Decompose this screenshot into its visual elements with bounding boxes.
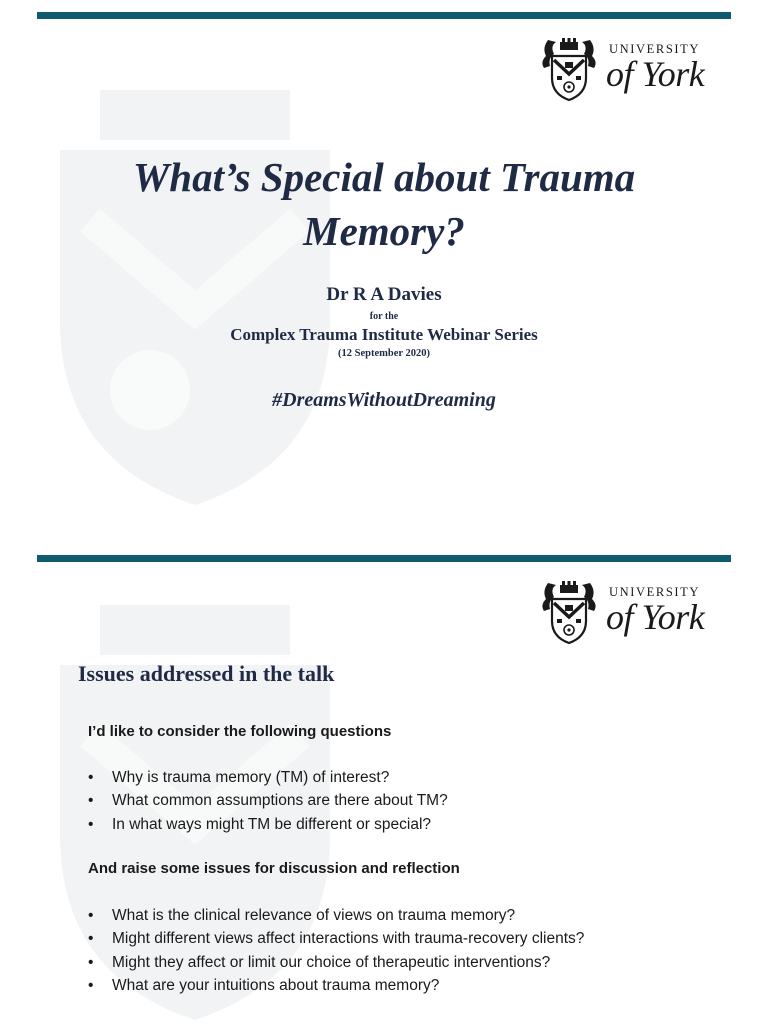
author-name: Dr R A Davies (326, 284, 442, 305)
bullet-icon: • (88, 976, 94, 994)
slide-top-bar (37, 555, 731, 562)
bullet-icon: • (88, 953, 94, 971)
bullet-icon: • (88, 815, 94, 833)
list-item (88, 789, 448, 812)
issues-subheading: And raise some issues for discussion and reflection (88, 860, 460, 877)
logo-university-text: UNIVERSITY (609, 42, 700, 56)
logo-york-text: of York (606, 54, 705, 94)
bullet-icon: • (88, 792, 94, 810)
list-item-text: Might different views affect interactions with trauma-recovery clients? (112, 930, 585, 948)
presentation-title (40, 150, 728, 258)
presentation-date: (12 September 2020) (338, 348, 430, 359)
title-line-1: What’s Special about Trauma (132, 154, 636, 200)
for-the-text: for the (369, 311, 399, 322)
list-item-text: What are your intuitions about trauma memory? (112, 976, 440, 994)
slide-top-bar (37, 12, 731, 19)
list-item-text: Why is trauma memory (TM) of interest? (112, 769, 390, 786)
logo-york-text: of York (606, 597, 705, 637)
questions-list (88, 766, 448, 836)
list-item (88, 904, 584, 927)
university-crest-icon (540, 579, 598, 645)
list-item-text: In what ways might TM be different or special? (112, 815, 432, 833)
bullet-icon: • (88, 907, 94, 924)
questions-subheading: I’d like to consider the following questions (88, 723, 392, 740)
list-item-text: Might they affect or limit our choice of therapeutic interventions? (112, 953, 551, 971)
bullet-icon: • (88, 769, 94, 786)
list-item (88, 927, 584, 950)
list-item (88, 766, 448, 789)
university-of-york-logo (540, 36, 710, 102)
issues-slide (0, 545, 768, 1024)
list-item (88, 951, 584, 974)
list-item (88, 813, 448, 836)
bullet-icon: • (88, 930, 94, 948)
list-item-text: What is the clinical relevance of views on trauma memory? (112, 907, 516, 924)
university-crest-icon (540, 36, 598, 102)
hashtag: #DreamsWithoutDreaming (272, 389, 496, 411)
list-item-text: What common assumptions are there about TM? (112, 792, 448, 810)
webinar-series: Complex Trauma Institute Webinar Series (230, 325, 538, 344)
title-line-2: Memory? (303, 208, 465, 254)
slide-heading: Issues addressed in the talk (78, 661, 335, 686)
logo-university-text: UNIVERSITY (609, 585, 700, 599)
issues-list (88, 904, 584, 997)
university-of-york-logo (540, 579, 710, 645)
list-item (88, 974, 584, 997)
